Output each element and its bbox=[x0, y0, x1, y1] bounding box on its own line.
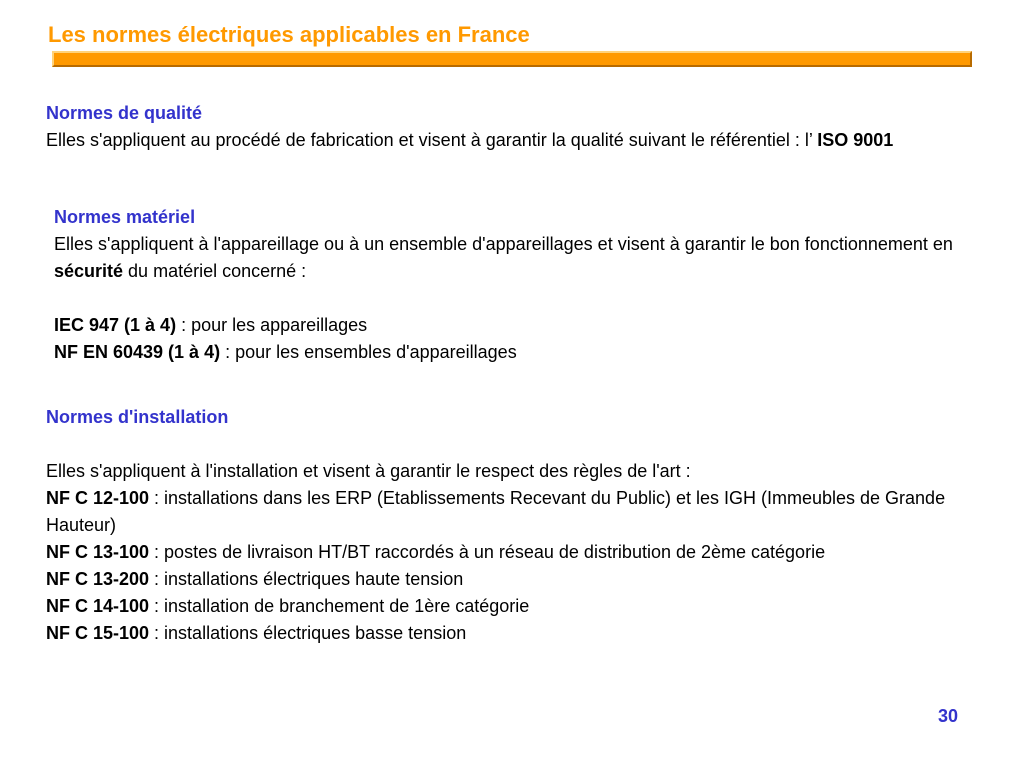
installation-item bbox=[46, 620, 966, 647]
standard-code: IEC 947 (1 à 4) bbox=[54, 315, 177, 335]
material-text-before: Elles s'appliquent à l'appareillage ou à un ensemble d'appareillages et visent à garantir le bon fonctionnement en bbox=[54, 234, 953, 254]
spacer bbox=[46, 431, 966, 458]
quality-standard-code: ISO 9001 bbox=[817, 130, 894, 150]
material-text-after: du matériel concerné : bbox=[123, 261, 307, 281]
material-paragraph bbox=[54, 231, 974, 285]
installation-intro: Elles s'appliquent à l'installation et visent à garantir le respect des règles de l'art : bbox=[46, 461, 691, 481]
installation-heading: Normes d'installation bbox=[46, 407, 229, 427]
standard-code: NF C 13-200 bbox=[46, 569, 150, 589]
installation-item bbox=[46, 485, 966, 539]
installation-item bbox=[46, 539, 966, 566]
standard-code: NF C 15-100 bbox=[46, 623, 150, 643]
slide-title: Les normes électriques applicables en France bbox=[48, 22, 530, 47]
title-underline-bar bbox=[52, 51, 972, 67]
standard-description: : installations électriques haute tension bbox=[149, 569, 464, 589]
quality-paragraph bbox=[46, 127, 946, 154]
standard-description: : installations électriques basse tension bbox=[149, 623, 467, 643]
standard-code: NF C 14-100 bbox=[46, 596, 150, 616]
standard-code: NF C 12-100 bbox=[46, 488, 150, 508]
material-standards-section bbox=[54, 204, 974, 366]
page-number: 30 bbox=[938, 706, 959, 726]
material-heading: Normes matériel bbox=[54, 207, 196, 227]
standard-code: NF C 13-100 bbox=[46, 542, 150, 562]
standard-description: : pour les ensembles d'appareillages bbox=[220, 342, 517, 362]
quality-standards-section bbox=[46, 100, 946, 154]
quality-heading: Normes de qualité bbox=[46, 103, 203, 123]
spacer bbox=[54, 285, 974, 312]
material-emphasis: sécurité bbox=[54, 261, 124, 281]
standard-description: : pour les appareillages bbox=[176, 315, 368, 335]
installation-item bbox=[46, 566, 966, 593]
standard-description: : installation de branchement de 1ère catégorie bbox=[149, 596, 530, 616]
standard-description: : postes de livraison HT/BT raccordés à un réseau de distribution de 2ème catégorie bbox=[149, 542, 826, 562]
material-item bbox=[54, 312, 974, 339]
installation-standards-section bbox=[46, 404, 966, 647]
quality-text: Elles s'appliquent au procédé de fabrication et visent à garantir la qualité suivant le référentiel : l’ bbox=[46, 130, 818, 150]
installation-item bbox=[46, 593, 966, 620]
material-item bbox=[54, 339, 974, 366]
standard-description: : installations dans les ERP (Etablissements Recevant du Public) et les IGH (Immeubles de Grande Hauteur) bbox=[46, 488, 946, 535]
standard-code: NF EN 60439 (1 à 4) bbox=[54, 342, 221, 362]
